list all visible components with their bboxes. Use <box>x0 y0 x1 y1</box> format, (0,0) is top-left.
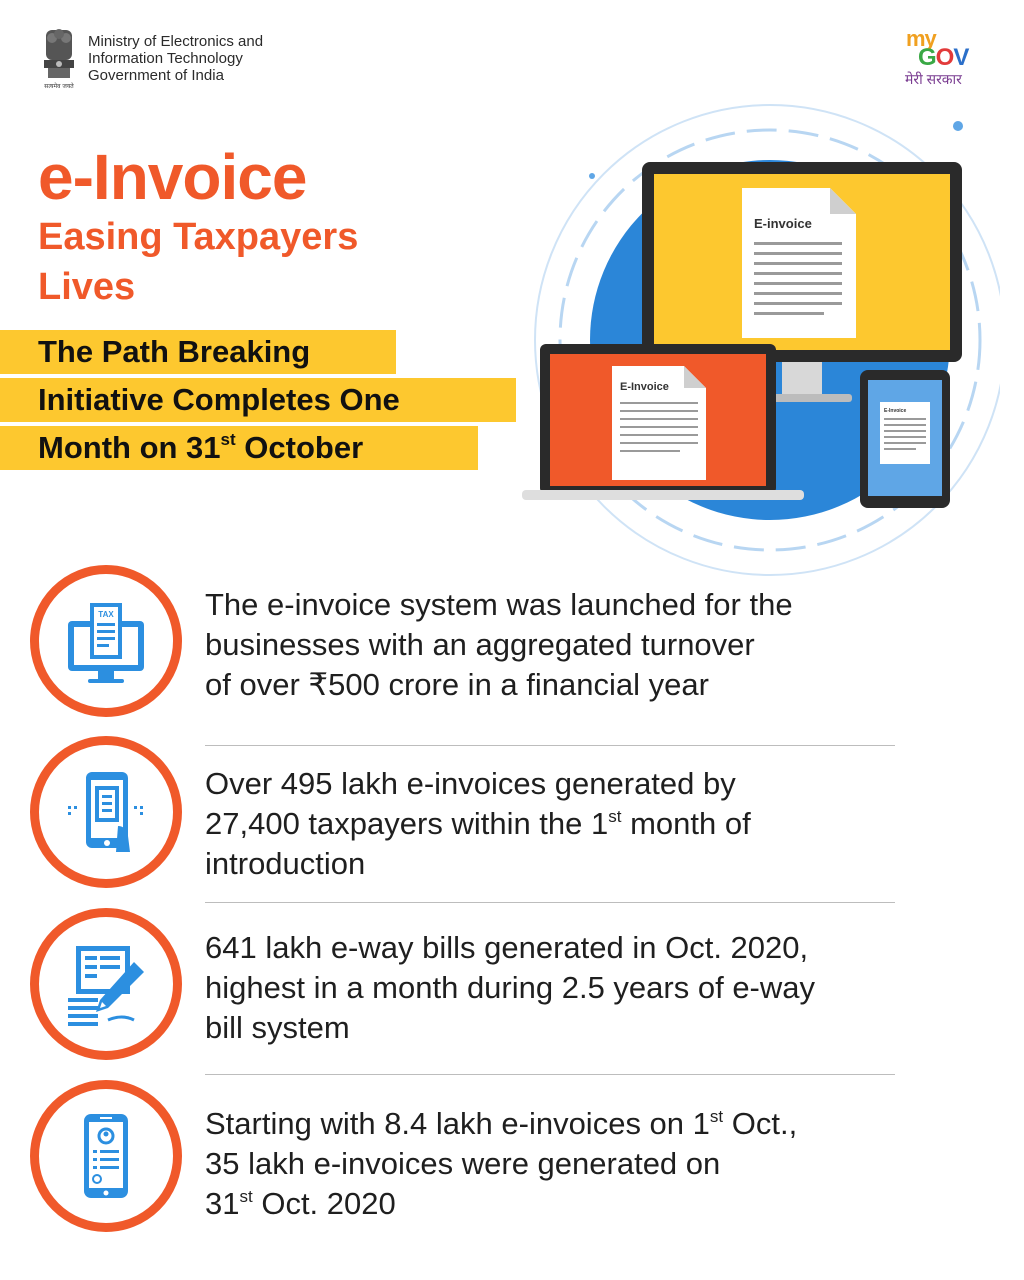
item-icon-ring <box>30 1080 182 1232</box>
laptop-doc-label: E-Invoice <box>620 381 669 393</box>
ministry-name <box>88 33 263 84</box>
divider <box>205 902 895 903</box>
tax-label: TAX <box>98 610 114 619</box>
devices-illustration <box>500 90 1000 590</box>
item-text: Starting with 8.4 lakh e-invoices on 1st Oct., 35 lakh e-invoices were generated on 31st Oct. 2020 <box>205 1106 798 1221</box>
emblem-motto: सत्यमेव जयते <box>44 83 74 90</box>
divider <box>205 745 895 746</box>
item-icon-ring <box>30 908 182 1060</box>
mobile-profile-icon <box>62 1112 150 1200</box>
page-title: e-Invoice <box>38 141 307 213</box>
tax-monitor-icon <box>62 597 150 685</box>
banner-line-2: Initiative Completes One <box>0 378 516 422</box>
item-icon-ring <box>30 736 182 888</box>
monitor-doc-label: E-invoice <box>754 216 812 231</box>
mygov-logo-sarkar: मेरी सरकार <box>905 71 962 87</box>
ministry-line-2: Information Technology <box>88 50 243 67</box>
subtitle-line-1: Easing Taxpayers <box>38 216 359 258</box>
tablet-doc-label: E-Invoice <box>884 408 907 414</box>
item-text: Over 495 lakh e-invoices generated by 27,400 taxpayers within the 1st month of introduction <box>205 766 751 881</box>
mygov-logo <box>900 26 990 90</box>
banner-line-3: Month on 31st October <box>0 426 478 470</box>
page-subtitle <box>38 212 358 312</box>
ministry-line-3: Government of India <box>88 67 224 84</box>
highlight-banner <box>0 330 516 474</box>
item-text: 641 lakh e-way bills generated in Oct. 2020, highest in a month during 2.5 years of e-way bill system <box>205 930 816 1045</box>
item-text: The e-invoice system was launched for the businesses with an aggregated turnover of over ₹500 crore in a financial year <box>205 587 793 702</box>
national-emblem-icon <box>38 26 80 92</box>
divider <box>205 1074 895 1075</box>
mygov-logo-gov: GOV <box>918 44 969 71</box>
subtitle-line-2: Lives <box>38 266 136 308</box>
mobile-receipt-icon <box>62 768 150 856</box>
item-icon-ring <box>30 565 182 717</box>
ministry-line-1: Ministry of Electronics and <box>88 33 264 50</box>
bill-pen-icon <box>62 940 150 1028</box>
banner-line-1: The Path Breaking <box>0 330 396 374</box>
mygov-logo-my: my <box>906 26 936 51</box>
